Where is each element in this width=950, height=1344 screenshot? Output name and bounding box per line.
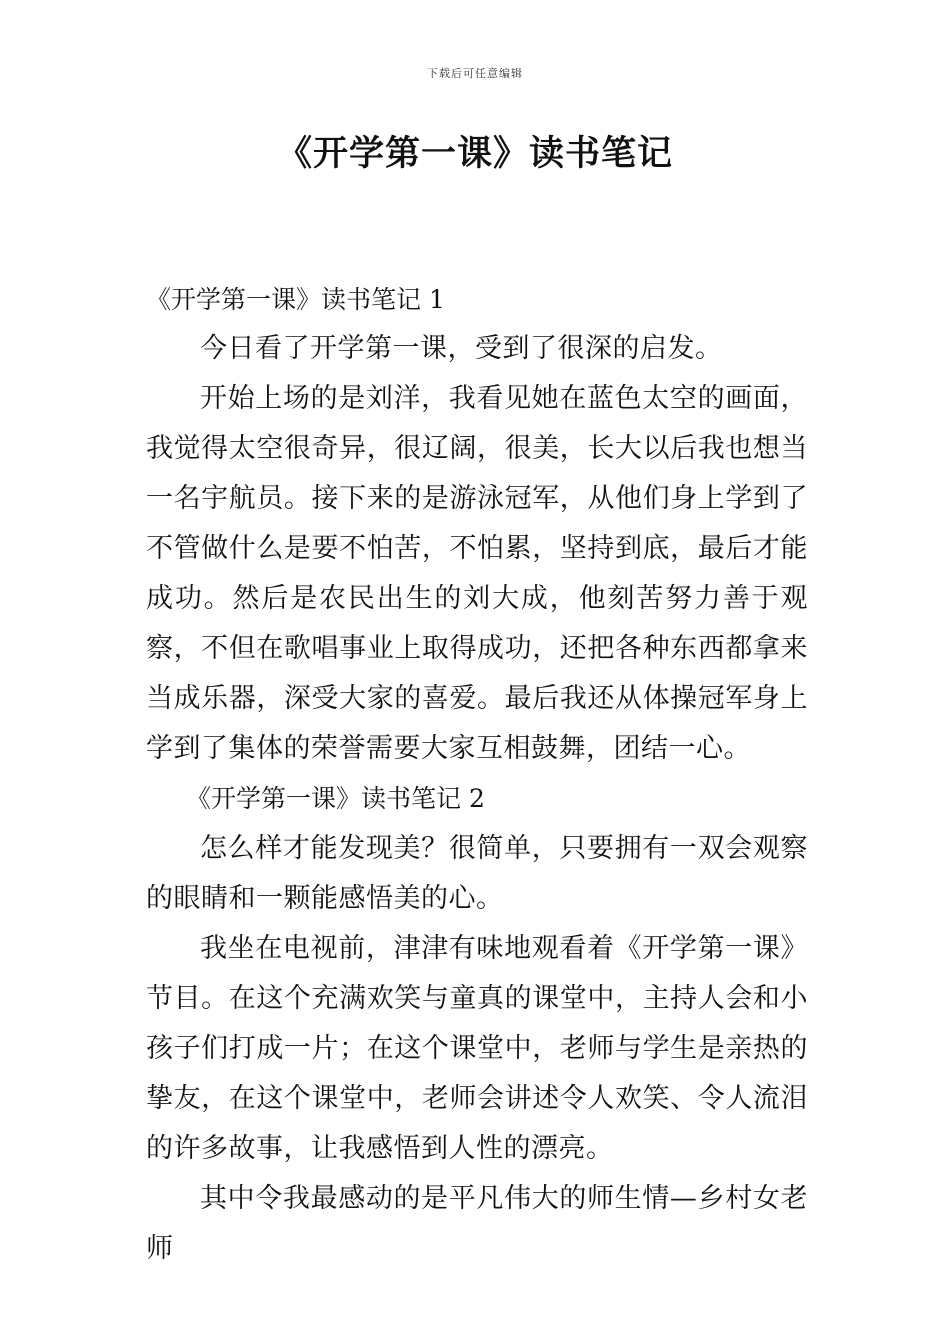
section-1-heading: 《开学第一课》读书笔记 1 [146,285,445,314]
section-2-paragraph-1: 怎么样才能发现美？很简单，只要拥有一双会观察的眼睛和一颗能感悟美的心。 [146,833,808,914]
section-2-heading: 《开学第一课》读书笔记 2 [186,784,485,813]
section-1-paragraph-1: 今日看了开学第一课，受到了很深的启发。 [200,333,723,364]
document-body [146,280,808,1274]
page-header-note: 下载后可任意编辑 [427,67,523,80]
section-2-paragraph-2: 我坐在电视前，津津有味地观看着《开学第一课》节目。在这个充满欢笑与童真的课堂中，主持人会和小孩子们打成一片；在这个课堂中，老师与学生是亲热的挚友，在这个课堂中，老师会讲述令人欢笑、令人流泪的许多故事，让我感悟到人性的漂亮。 [146,933,808,1164]
section-1-paragraph-2: 开始上场的是刘洋，我看见她在蓝色太空的画面，我觉得太空很奇异，很辽阔，很美，长大以后我也想当一名宇航员。接下来的是游泳冠军，从他们身上学到了不管做什么是要不怕苦，不怕累，坚持到底，最后才能成功。然后是农民出生的刘大成，他刻苦努力善于观察，不但在歌唱事业上取得成功，还把各种东西都拿来当成乐器，深受大家的喜爱。最后我还从体操冠军身上学到了集体的荣誉需要大家互相鼓舞，团结一心。 [146,383,808,764]
document-title: 《开学第一课》读书笔记 [276,134,673,174]
section-2-paragraph-3: 其中令我最感动的是平凡伟大的师生情—乡村女老师 [146,1183,808,1264]
